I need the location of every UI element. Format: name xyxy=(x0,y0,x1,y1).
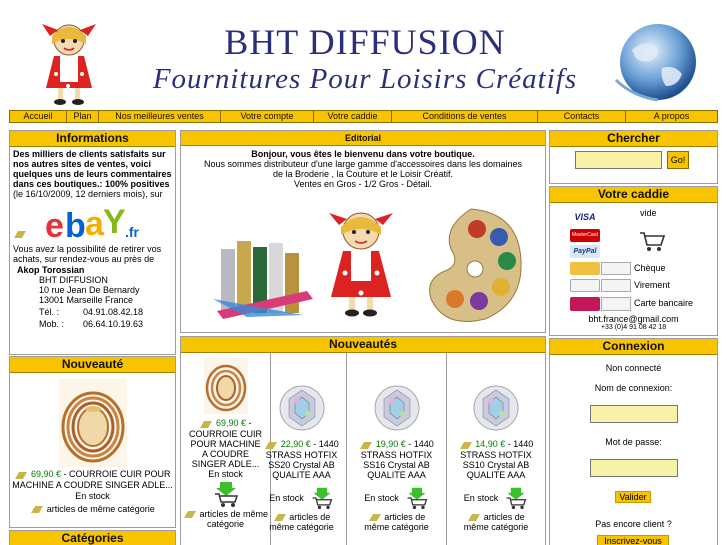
register-button[interactable]: Inscrivez-vous xyxy=(597,535,669,545)
contact-email[interactable]: bht.france@gmail.com xyxy=(588,314,679,324)
login-submit-button[interactable]: Valider xyxy=(615,491,651,503)
login-panel xyxy=(549,338,718,545)
add-to-cart-icon[interactable] xyxy=(504,486,528,510)
same-category-link[interactable] xyxy=(347,512,446,533)
product-price[interactable]: 69,90 € xyxy=(30,469,62,479)
feedback-bold: Des milliers de clients satisfaits sur nos autres sites de ventes, voici quelques uns de leurs commentaires dans ces boutiques.: 100% positives xyxy=(13,149,172,189)
mob-value: 06.64.10.19.63 xyxy=(83,319,144,329)
same-category-label[interactable]: articles de même catégorie xyxy=(364,511,429,533)
search-title: Chercher xyxy=(550,131,717,147)
product-card xyxy=(447,353,545,545)
strass-product-image[interactable] xyxy=(277,383,327,433)
nouveaute-title: Nouveauté xyxy=(10,357,175,373)
stock-row xyxy=(257,486,346,510)
editorial-panel xyxy=(180,130,546,333)
tel-label: Tél. : xyxy=(39,307,60,317)
ebay-row xyxy=(13,199,172,241)
search-panel xyxy=(549,130,718,184)
mob-row xyxy=(39,319,172,329)
product-price[interactable]: 14,90 € xyxy=(475,439,506,449)
editorial-greeting: Bonjour, vous êtes le bienvenu dans votre boutique. xyxy=(251,149,475,159)
product-name[interactable]: COURROIE CUIR POUR MACHINE A COUDRE SINGER ADLE... xyxy=(189,428,263,469)
product-sep: - 1440 xyxy=(310,439,339,449)
transfer-label: Virement xyxy=(634,280,670,290)
product-price[interactable]: 22,90 € xyxy=(280,439,311,449)
product-price[interactable]: 69,90 € xyxy=(215,418,247,428)
nav-conditions[interactable]: Conditions de ventes xyxy=(392,111,538,122)
gear-icon xyxy=(359,440,373,450)
main-nav xyxy=(9,110,718,123)
informations-title: Informations xyxy=(10,131,175,147)
same-category-link[interactable] xyxy=(10,504,175,515)
ebay-logo[interactable] xyxy=(43,205,153,243)
same-category-label[interactable]: articles de même catégorie xyxy=(46,503,155,514)
stock-row xyxy=(347,486,446,510)
tel-value: 04.91.08.42.18 xyxy=(83,307,144,317)
editorial-body xyxy=(181,146,545,189)
product-sep: - xyxy=(246,418,252,428)
login-status: Non connecté xyxy=(605,363,662,373)
product-price-line xyxy=(10,469,175,490)
username-label: Nom de connexion: xyxy=(594,383,673,393)
not-client-text: Pas encore client ? xyxy=(595,519,672,529)
stock-status: En stock xyxy=(463,492,499,503)
categories-title: Catégories xyxy=(10,531,175,545)
product-card xyxy=(257,353,347,545)
product-price-line xyxy=(447,439,545,450)
gear-icon xyxy=(264,440,278,450)
nav-best-sellers[interactable]: Nos meilleures ventes xyxy=(99,111,221,122)
belt-product-image[interactable] xyxy=(59,379,127,467)
nouveautes-panel xyxy=(180,336,546,545)
same-category-link[interactable] xyxy=(257,512,346,533)
product-price-line xyxy=(257,439,346,450)
street-address: 10 rue Jean De Bernardy xyxy=(39,285,140,295)
card-image-icon xyxy=(601,297,631,311)
gear-icon xyxy=(14,470,28,480)
feedback-text xyxy=(13,149,172,199)
gear-icon xyxy=(273,512,287,522)
search-go-button[interactable]: Go! xyxy=(667,151,689,169)
nav-accueil[interactable]: Accueil xyxy=(10,111,67,122)
password-label: Mot de passe: xyxy=(605,437,662,447)
gear-icon xyxy=(13,229,27,239)
site-subtitle: Fournitures Pour Loisirs Créatifs xyxy=(152,63,578,95)
cart-panel xyxy=(549,186,718,336)
product-name[interactable]: STRASS HOTFIX SS16 Crystal AB QUALITE AAA xyxy=(360,449,433,480)
card-label: Carte bancaire xyxy=(634,298,694,308)
strass-product-image[interactable] xyxy=(471,383,521,433)
product-card xyxy=(347,353,447,545)
gear-icon xyxy=(183,509,197,519)
add-to-cart-icon[interactable] xyxy=(405,486,429,510)
nav-account[interactable]: Votre compte xyxy=(221,111,314,122)
categories-panel xyxy=(9,530,176,545)
feedback-normal: (le 16/10/2009, 12 derniers mois), sur xyxy=(13,189,163,199)
gear-icon xyxy=(199,419,213,429)
add-to-cart-icon[interactable] xyxy=(310,486,334,510)
nouveautes-title: Nouveautés xyxy=(181,337,545,353)
doll-logo-icon xyxy=(38,14,100,106)
cheque-logo-icon xyxy=(570,262,600,275)
contact-name: Akop Torossian xyxy=(17,265,85,275)
svg-text:b: b xyxy=(65,207,83,243)
same-category-label[interactable]: articles de même catégorie xyxy=(269,511,334,533)
editorial-line-1: Nous sommes distributeur d'une large gamme d'accessoires dans les domaines xyxy=(203,159,523,169)
same-category-label[interactable]: articles de même catégorie xyxy=(199,508,269,530)
thread-spools-image xyxy=(213,241,313,319)
product-price[interactable]: 19,90 € xyxy=(375,439,406,449)
nav-cart[interactable]: Votre caddie xyxy=(314,111,392,122)
cheque-label: Chèque xyxy=(634,263,666,273)
product-price-line xyxy=(347,439,446,450)
city-address: 13001 Marseille France xyxy=(39,295,134,305)
strass-product-image[interactable] xyxy=(372,383,422,433)
shopping-cart-icon[interactable] xyxy=(638,227,666,253)
gear-icon xyxy=(30,504,44,514)
header xyxy=(0,0,727,110)
add-to-cart-icon[interactable] xyxy=(212,480,240,508)
contact-phone: +33 (0)4 91 08 42 18 xyxy=(600,324,667,331)
gear-icon xyxy=(467,512,481,522)
informations-body xyxy=(10,147,175,331)
editorial-line-3: Ventes en Gros - 1/2 Gros - Détail. xyxy=(293,179,433,189)
company-name: BHT DIFFUSION xyxy=(39,275,108,285)
cheque-image-icon xyxy=(601,262,631,275)
cart-title: Votre caddie xyxy=(550,187,717,203)
pickup-text: Vous avez la possibilité de retirer vos achats, sur rendez-vous au près de xyxy=(13,244,162,264)
product-name[interactable]: STRASS HOTFIX SS20 Crystal AB QUALITE AAA xyxy=(265,449,338,480)
svg-text:a: a xyxy=(85,205,101,243)
username-input[interactable] xyxy=(590,405,678,423)
palette-image xyxy=(430,209,521,322)
password-input[interactable] xyxy=(590,459,678,477)
card-logo-icon xyxy=(570,297,600,311)
editorial-line-2: de la Broderie , la Couture et le Loisir Créatif. xyxy=(272,169,454,179)
editorial-illustration xyxy=(207,203,523,329)
stock-status: En stock xyxy=(364,492,399,503)
stock-status: En stock xyxy=(269,492,304,503)
product-name[interactable]: STRASS HOTFIX SS10 Crystal AB QUALITE AAA xyxy=(460,449,532,480)
svg-text:e: e xyxy=(45,207,61,243)
site-title: BHT DIFFUSION xyxy=(224,22,506,62)
paypal-logo: PayPal xyxy=(570,245,600,258)
editorial-title: Editorial xyxy=(181,131,545,146)
nouveaute-panel xyxy=(9,356,176,528)
same-category-link[interactable] xyxy=(447,512,545,533)
stock-status: En stock xyxy=(208,468,243,479)
transfer-image-icon xyxy=(601,279,631,292)
svg-text:Y: Y xyxy=(103,205,126,241)
nav-contacts[interactable]: Contacts xyxy=(538,111,626,122)
search-input[interactable] xyxy=(575,151,662,169)
stock-status: En stock xyxy=(75,490,110,501)
tel-row xyxy=(39,307,172,317)
svg-text:.fr: .fr xyxy=(125,224,139,240)
stock-row xyxy=(447,486,545,510)
login-title: Connexion xyxy=(550,339,717,355)
nav-about[interactable]: A propos xyxy=(653,111,690,121)
visa-logo: VISA xyxy=(570,211,600,224)
gear-icon xyxy=(459,440,473,450)
same-category-label[interactable]: articles de même catégorie xyxy=(463,511,529,533)
nav-plan[interactable]: Plan xyxy=(67,111,99,122)
informations-panel xyxy=(9,130,176,355)
product-sep: - 1440 xyxy=(405,439,434,449)
belt-product-image[interactable] xyxy=(204,358,248,414)
mastercard-logo: MasterCard xyxy=(570,229,600,242)
gear-icon xyxy=(368,512,382,522)
transfer-logo-icon xyxy=(570,279,600,292)
mob-label: Mob. : xyxy=(39,319,65,329)
globe-icon xyxy=(612,20,702,105)
product-desc[interactable]: - COURROIE CUIR POUR MACHINE A COUDRE SINGER ADLE... xyxy=(12,469,173,490)
doll-image xyxy=(329,213,393,317)
product-sep: - 1440 xyxy=(505,439,534,449)
cart-empty-status: vide xyxy=(640,208,657,218)
